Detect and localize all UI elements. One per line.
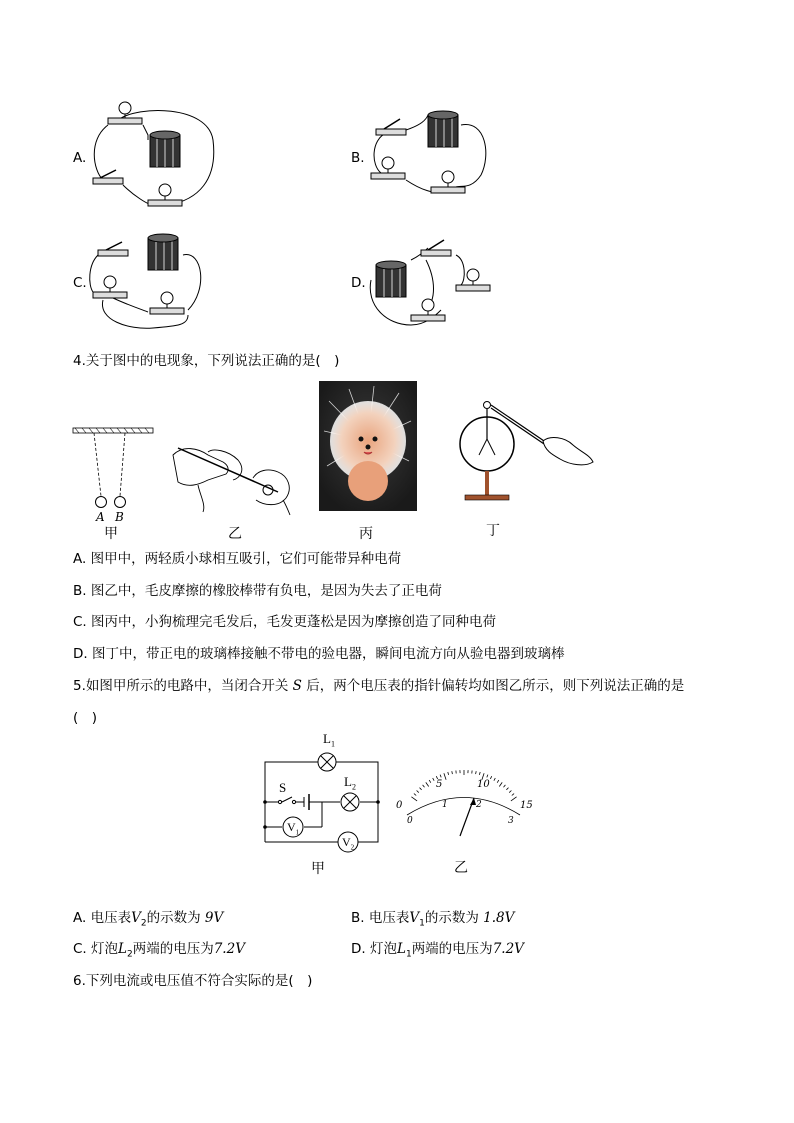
voltmeter-dial <box>392 770 532 850</box>
meter-tick <box>511 797 517 801</box>
meter-tick <box>494 778 495 781</box>
q5-choice-c[interactable]: C. 灯泡$L_2$两端的电压为7.2V <box>73 941 245 960</box>
voltmeter-v1-label: $V_1$ <box>287 820 300 837</box>
meter-tick <box>452 771 453 774</box>
meter-tick <box>497 780 499 783</box>
circuit-diagram-d <box>366 230 506 330</box>
q4-choice-a[interactable]: A. 图甲中，两轻质小球相互吸引，它们可能带异种电荷 <box>73 551 402 567</box>
lamp-l2-label: $L_2$ <box>344 774 356 792</box>
option-b-label[interactable]: B. <box>351 150 365 166</box>
electroscope-figure <box>455 397 595 507</box>
meter-tick <box>476 771 477 774</box>
lamp-l2-icon <box>341 793 359 811</box>
meter-inner-tick-1: 1 <box>442 800 448 810</box>
option-c-label[interactable]: C. <box>73 275 87 291</box>
circuit-diagram-b <box>366 105 506 205</box>
q5-stem-line2: ( ) <box>73 710 98 726</box>
option-a-label[interactable]: A. <box>73 150 87 166</box>
meter-tick <box>420 788 422 790</box>
q5-stem <box>73 676 684 696</box>
q5-stem-switch: S <box>292 678 302 694</box>
meter-tick <box>417 791 419 793</box>
circuit-diagram-c <box>88 230 228 330</box>
figure-label-circuit: 甲 <box>311 861 325 877</box>
meter-outer-tick-0: 0 <box>396 800 403 811</box>
switch-icon <box>98 242 128 256</box>
meter-tick <box>414 794 416 796</box>
q5-stem-part2: 后，两个电压表的指针偏转均如图乙所示，则下列说法正确的是 <box>301 678 685 694</box>
option-d-label[interactable]: D. <box>351 275 366 291</box>
meter-outer-tick-10: 10 <box>477 779 490 790</box>
rubbing-rod-figure <box>168 440 298 515</box>
meter-tick <box>479 772 480 775</box>
meter-tick <box>499 782 502 786</box>
meter-tick <box>411 797 417 801</box>
circuit-schematic <box>260 747 390 847</box>
fluffy-dog-photo <box>319 381 417 511</box>
meter-outer-tick-5: 5 <box>436 779 443 790</box>
meter-inner-tick-0: 0 <box>407 816 413 826</box>
q4-choice-c[interactable]: C. 图丙中，小狗梳理完毛发后，毛发更蓬松是因为摩擦创造了同种电荷 <box>73 614 497 630</box>
meter-inner-tick-2: 2 <box>476 800 482 810</box>
meter-inner-tick-3: 3 <box>508 816 514 826</box>
battery-icon <box>376 261 406 297</box>
figure-label-jia: 甲 <box>104 526 118 542</box>
lamp-l1-label: $L_1$ <box>323 731 335 749</box>
lamp-icon <box>456 269 490 291</box>
lamp-icon <box>371 157 405 179</box>
ball-b-icon <box>115 497 126 508</box>
meter-tick <box>504 785 506 787</box>
voltmeter-v2-label: $V_2$ <box>342 835 355 852</box>
q4-choice-b[interactable]: B. 图乙中，毛皮摩擦的橡胶棒带有负电，是因为失去了正电荷 <box>73 583 442 599</box>
meter-tick <box>512 794 514 796</box>
lamp-icon <box>150 292 184 314</box>
q5-choice-a[interactable]: A. 电压表$V_2$的示数为 9V <box>73 910 224 929</box>
lamp-icon <box>411 299 445 321</box>
q5-stem-part1: 5.如图甲所示的电路中，当闭合开关 <box>73 678 293 694</box>
meter-tick <box>509 791 511 793</box>
meter-tick <box>506 788 508 790</box>
meter-tick <box>433 778 434 781</box>
ball-a-label: A <box>96 510 105 524</box>
q4-stem: 4.关于图中的电现象，下列说法正确的是( ) <box>73 353 340 369</box>
meter-outer-tick-15: 15 <box>520 800 533 811</box>
lamp-icon <box>431 171 465 193</box>
lamp-l1-icon <box>318 753 336 771</box>
switch-s-label: S <box>279 780 287 795</box>
switch-icon <box>376 119 406 135</box>
meter-tick <box>487 775 488 778</box>
meter-tick <box>429 780 431 783</box>
ball-a-icon <box>96 497 107 508</box>
q5-choice-b[interactable]: B. 电压表$V_1$的示数为 1.8V <box>351 910 515 929</box>
meter-tick <box>426 782 429 786</box>
figure-label-meter: 乙 <box>454 860 468 876</box>
circuit-diagram-a <box>88 100 228 210</box>
meter-tick <box>448 772 449 775</box>
figure-label-yi: 乙 <box>228 526 242 542</box>
ball-b-label: B <box>115 510 124 524</box>
lamp-icon <box>93 276 127 298</box>
meter-tick <box>444 773 446 780</box>
meter-tick <box>440 775 441 778</box>
q6-stem: 6.下列电流或电压值不符合实际的是( ) <box>73 973 313 989</box>
battery-icon <box>148 234 178 270</box>
figure-label-bing: 丙 <box>359 526 373 542</box>
figure-label-ding: 丁 <box>486 523 500 539</box>
q4-choice-d[interactable]: D. 图丁中，带正电的玻璃棒接触不带电的验电器，瞬间电流方向从验电器到玻璃棒 <box>73 646 565 662</box>
meter-tick <box>423 785 425 787</box>
battery-icon <box>150 131 180 167</box>
q5-choice-d[interactable]: D. 灯泡$L_1$两端的电压为7.2V <box>351 941 524 960</box>
switch-icon <box>421 240 451 256</box>
lamp-icon <box>148 184 182 206</box>
meter-tick <box>490 776 491 779</box>
battery-icon <box>428 111 458 147</box>
